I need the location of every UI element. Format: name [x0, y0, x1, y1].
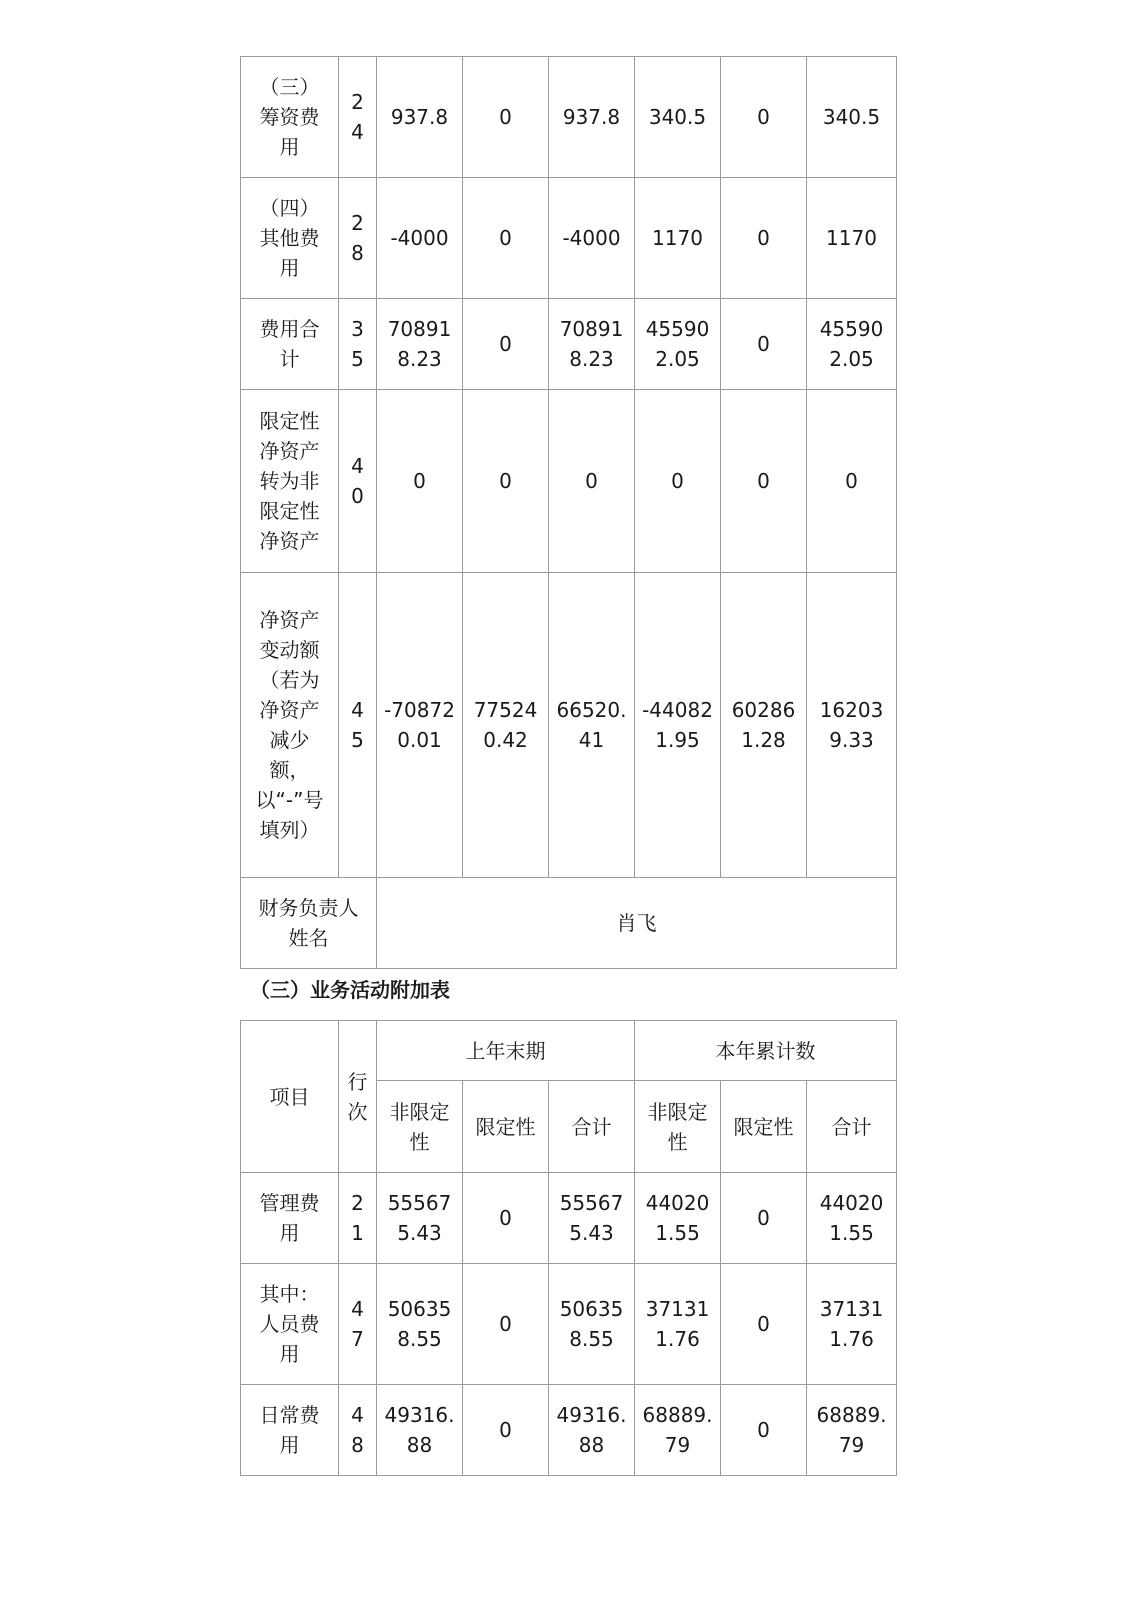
header-group-previous: 上年末期: [377, 1021, 635, 1081]
value-cell: 0: [721, 299, 807, 390]
value-cell: 0: [549, 390, 635, 573]
value-cell: 708918.23: [549, 299, 635, 390]
header-sub-total: 合计: [807, 1081, 897, 1173]
value-cell: 371311.76: [807, 1264, 897, 1385]
table-row: [241, 1173, 897, 1264]
value-cell: 162039.33: [807, 573, 897, 878]
value-cell: 0: [721, 1385, 807, 1476]
row-item-label: （三）筹资费用: [241, 57, 339, 178]
row-item-label: （四）其他费用: [241, 178, 339, 299]
table-row: [241, 299, 897, 390]
header-sub-restricted: 限定性: [463, 1081, 549, 1173]
value-cell: 937.8: [377, 57, 463, 178]
header-group-current: 本年累计数: [635, 1021, 897, 1081]
value-cell: 0: [463, 1385, 549, 1476]
value-cell: 775240.42: [463, 573, 549, 878]
value-cell: 68889.79: [807, 1385, 897, 1476]
row-item-label: 费用合计: [241, 299, 339, 390]
value-cell: -4000: [549, 178, 635, 299]
row-line-number: 35: [339, 299, 377, 390]
finance-officer-label: 财务负责人姓名: [241, 878, 377, 969]
value-cell: 0: [807, 390, 897, 573]
value-cell: 1170: [807, 178, 897, 299]
value-cell: 0: [721, 1173, 807, 1264]
value-cell: 555675.43: [549, 1173, 635, 1264]
value-cell: 0: [721, 390, 807, 573]
header-sub-unrestricted: 非限定性: [635, 1081, 721, 1173]
value-cell: -4000: [377, 178, 463, 299]
header-sub-total: 合计: [549, 1081, 635, 1173]
value-cell: 1170: [635, 178, 721, 299]
value-cell: 506358.55: [377, 1264, 463, 1385]
value-cell: 49316.88: [377, 1385, 463, 1476]
value-cell: 555675.43: [377, 1173, 463, 1264]
value-cell: 0: [721, 1264, 807, 1385]
row-item-label: 净资产变动额（若为净资产减少额，以“-”号填列）: [241, 573, 339, 878]
row-line-number: 47: [339, 1264, 377, 1385]
value-cell: 0: [463, 1173, 549, 1264]
table-row: [241, 1385, 897, 1476]
row-line-number: 45: [339, 573, 377, 878]
row-line-number: 24: [339, 57, 377, 178]
value-cell: 455902.05: [635, 299, 721, 390]
value-cell: 0: [463, 390, 549, 573]
value-cell: 340.5: [807, 57, 897, 178]
value-cell: 0: [377, 390, 463, 573]
row-line-number: 48: [339, 1385, 377, 1476]
value-cell: 937.8: [549, 57, 635, 178]
value-cell: 0: [721, 57, 807, 178]
value-cell: -440821.95: [635, 573, 721, 878]
value-cell: 440201.55: [635, 1173, 721, 1264]
value-cell: 68889.79: [635, 1385, 721, 1476]
row-item-label: 日常费用: [241, 1385, 339, 1476]
row-line-number: 21: [339, 1173, 377, 1264]
business-activity-table: [240, 1020, 897, 1476]
value-cell: 66520.41: [549, 573, 635, 878]
value-cell: 0: [635, 390, 721, 573]
value-cell: 49316.88: [549, 1385, 635, 1476]
value-cell: 0: [463, 57, 549, 178]
finance-officer-name: 肖飞: [377, 878, 897, 969]
value-cell: 455902.05: [807, 299, 897, 390]
value-cell: 602861.28: [721, 573, 807, 878]
table-row: [241, 390, 897, 573]
header-line: 行次: [339, 1021, 377, 1173]
row-item-label: 限定性净资产转为非限定性净资产: [241, 390, 339, 573]
table-row: [241, 573, 897, 878]
value-cell: 440201.55: [807, 1173, 897, 1264]
value-cell: 0: [463, 178, 549, 299]
table-row: [241, 57, 897, 178]
header-sub-restricted: 限定性: [721, 1081, 807, 1173]
finance-officer-row: [241, 878, 897, 969]
value-cell: 0: [463, 299, 549, 390]
row-line-number: 40: [339, 390, 377, 573]
value-cell: 506358.55: [549, 1264, 635, 1385]
row-line-number: 28: [339, 178, 377, 299]
value-cell: 0: [463, 1264, 549, 1385]
value-cell: 0: [721, 178, 807, 299]
value-cell: 340.5: [635, 57, 721, 178]
header-sub-unrestricted: 非限定性: [377, 1081, 463, 1173]
table-row: [241, 1264, 897, 1385]
value-cell: 371311.76: [635, 1264, 721, 1385]
header-item: 项目: [241, 1021, 339, 1173]
section-heading: （三）业务活动附加表: [250, 978, 450, 1002]
value-cell: -708720.01: [377, 573, 463, 878]
row-item-label: 管理费用: [241, 1173, 339, 1264]
table-row: [241, 178, 897, 299]
row-item-label: 其中：人员费用: [241, 1264, 339, 1385]
header-row: [241, 1021, 897, 1081]
net-asset-change-table: [240, 56, 897, 969]
value-cell: 708918.23: [377, 299, 463, 390]
